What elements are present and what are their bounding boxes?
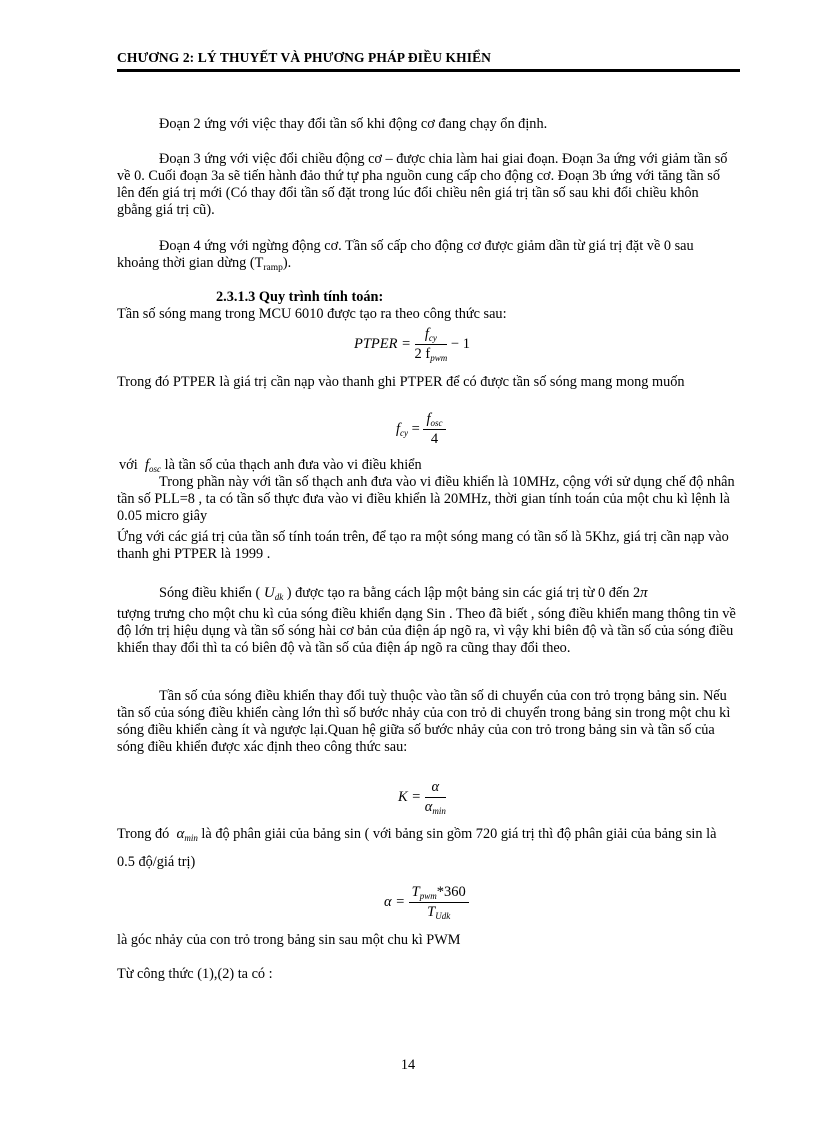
paragraph-5: Trong đó PTPER là giá trị cần nạp vào thanh ghi PTPER để có được tần số sóng mang mong muốn [117,374,685,390]
paragraph-6: với $f_{osc}$ là tần số của thạch anh đưa vào vi điều khiển [119,457,422,474]
paragraph-11: Trong đó $\alpha_{min}$ là độ phân giải của bảng sin ( với bảng sin gồm 720 giá trị thì độ phân giải của bảng sin là 0.5 độ/giá trị) [117,826,717,870]
paragraph-3: Đoạn 4 ứng với ngừng động cơ. Tần số cấp cho động cơ được giảm dần từ giá trị đặt về 0 sau khoảng thời gian dừng $(T_{ramp})$. [117,238,694,273]
section-heading: 2.3.1.3 Quy trình tính toán: [216,289,384,305]
paragraph-12: là góc nhảy của con trỏ trong bảng sin sau một chu kì PWM [117,932,461,948]
equation-ptper: PTPER = $\frac{f_{cy}}{2 f_{pwm}}$ − 1 [354,326,470,363]
page-number: 14 [400,1057,416,1073]
equation-alpha: α = $\frac{T_{pwm}*360}{T_{Udk}}$ [384,884,469,921]
equation-fcy: $f_{cy}$ = $\frac{f_{osc}}{4}$ [396,411,446,448]
paragraph-8: Ứng với các giá trị của tần số tính toán trên, để tạo ra một sóng mang có tần số là 5Khz, giá trị cần nạp vào thanh ghi PTPER là 1999 . [117,529,729,562]
equation-k: K = $\frac{\alpha}{\alpha_{min}}$ [398,779,446,816]
paragraph-13: Từ công thức (1),(2) ta có : [117,966,273,982]
paragraph-2: Đoạn 3 ứng với việc đổi chiều động cơ – được chia làm hai giai đoạn. Đoạn 3a ứng với giảm tần số về 0. Cuối đoạn 3a sẽ tiến hành đảo thứ tự pha nguồn cung cấp cho động cơ. Đoạn 3b ứng với tăng tần số lên đến giá trị mới (Có thay đổi tần số đặt trong lúc đổi chiều nên giá trị tần số sau khi đổi chiều khôn gbằng giá trị cũ). [117,151,728,218]
paragraph-9: Sóng điều khiển ( $U_{dk}$ ) được tạo ra bằng cách lập một bảng sin các giá trị từ 0 đến 2π tượng trưng cho một chu kì của sóng điều khiển dạng Sin . Theo đã biết , sóng điều khiển mang thông tin về độ lớn trị hiệu dụng và tần số sóng hài cơ bản của điện áp ngõ ra, vì vậy khi biên độ và tần số của sóng điều khiển thay đổi thì ta có biên độ và tần số của điện áp ngõ ra cũng thay đổi theo. [117,585,736,656]
header-rule [117,69,740,72]
paragraph-1: Đoạn 2 ứng với việc thay đổi tần số khi động cơ đang chạy ổn định. [159,116,548,132]
paragraph-7: Trong phần này với tần số thạch anh đưa vào vi điều khiển là 10MHz, cộng với sử dụng chế độ nhân tần số PLL=8 , ta có tần số thực đưa vào vi điều khiển là 20MHz, thời gian tính toán của một chu kì lệnh là 0.05 micro giây [117,474,735,524]
paragraph-10: Tần số của sóng điều khiển thay đổi tuỳ thuộc vào tần số di chuyển của con trỏ trọng bảng sin. Nếu tần số của sóng điều khiển càng lớn thì số bước nhảy của con trỏ di chuyển trong bảng sin trong một chu kì sóng điều khiển càng ít và ngược lại.Quan hệ giữa số bước nhảy của con trỏ trong bảng sin và tần số của sóng điều khiển được xác định theo công thức sau: [117,688,731,755]
paragraph-4: Tần số sóng mang trong MCU 6010 được tạo ra theo công thức sau: [117,306,507,322]
chapter-header: CHƯƠNG 2: LÝ THUYẾT VÀ PHƯƠNG PHÁP ĐIỀU KHIỂN [117,50,492,65]
